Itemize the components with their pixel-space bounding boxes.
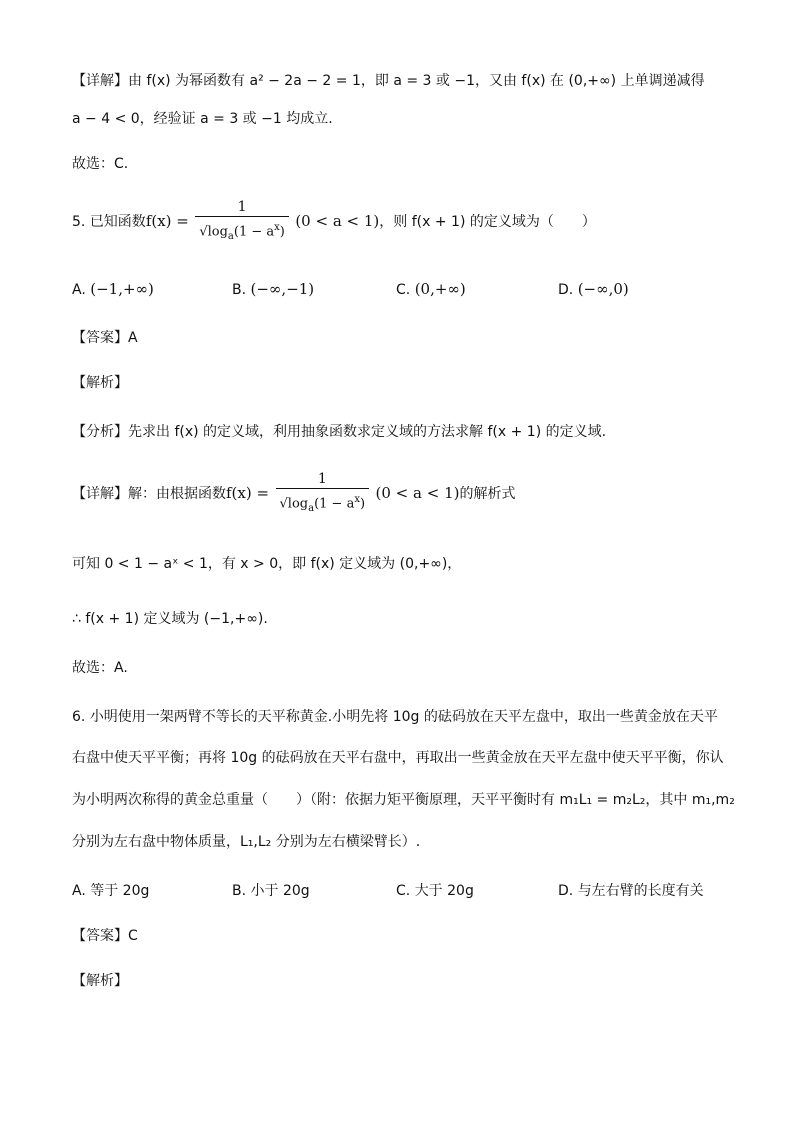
- q4-answer: 故选：C.: [72, 156, 129, 172]
- stem-text-post: ，则 f(x + 1) 的定义域为（ ）: [379, 214, 596, 230]
- detail-text-post: 的解析式: [459, 486, 516, 502]
- detail-text: 由 f(x) 为幂函数有 a² − 2a − 2 = 1，即 a = 3 或 −1，又由 f(x) 在 (0,+∞) 上单调递减得: [128, 73, 705, 89]
- option-text: 与左右臂的长度有关: [577, 883, 704, 899]
- option-text: 大于 20g: [414, 883, 474, 899]
- question-number: 6.: [72, 709, 86, 725]
- stem-text: 已知函数: [89, 214, 146, 230]
- q6-line3: 为小明两次称得的黄金总重量（ ）（附：依据力矩平衡原理，天平平衡时有 m₁L₁ = m₂L₂，其中 m₁,m₂: [72, 792, 735, 808]
- option-c: [396, 880, 474, 902]
- q5-stem: [72, 196, 596, 246]
- q5-analysis-tag: 【解析】: [72, 375, 128, 391]
- option-text: (−∞,0): [577, 280, 629, 298]
- option-text: (0,+∞): [414, 280, 466, 298]
- fraction-denominator: [276, 488, 370, 519]
- q5-answer: [72, 327, 138, 349]
- option-label: D.: [558, 282, 574, 298]
- log-close: ): [359, 495, 366, 511]
- detail-tag: 【详解】: [72, 486, 128, 502]
- option-b: [232, 278, 314, 301]
- answer-tag: 【答案】: [72, 928, 128, 944]
- option-label: B.: [232, 282, 247, 298]
- answer-value: A: [128, 330, 138, 346]
- detail-text: 解：由根据函数: [128, 486, 226, 502]
- log-base: a: [227, 230, 234, 242]
- option-text: 小于 20g: [250, 883, 310, 899]
- q6-line2: 右盘中使天平平衡；再将 10g 的砝码放在天平右盘中，再取出一些黄金放在天平左盘中使天平平衡，你认: [72, 750, 724, 766]
- fraction: [276, 470, 370, 519]
- log-base: a: [308, 502, 315, 514]
- fraction: [195, 198, 289, 247]
- option-c: [396, 278, 466, 301]
- option-d: [558, 880, 704, 902]
- q5-final: 故选：A.: [72, 660, 128, 676]
- fraction-numerator: 1: [237, 198, 247, 215]
- q5-detail: [72, 468, 515, 518]
- question-number: 5.: [72, 214, 86, 230]
- option-label: D.: [558, 883, 574, 899]
- q6-answer: [72, 925, 138, 947]
- exponent: x: [274, 221, 280, 233]
- condition: (0 < a < 1): [295, 212, 380, 230]
- option-label: A.: [72, 282, 86, 298]
- option-label: B.: [232, 883, 247, 899]
- log-arg: (1 − a: [233, 223, 275, 239]
- condition: (0 < a < 1): [375, 484, 460, 502]
- option-label: C.: [396, 282, 411, 298]
- option-text: 等于 20g: [90, 883, 150, 899]
- option-text: (−∞,−1): [250, 280, 315, 298]
- q6-analysis-tag: 【解析】: [72, 973, 128, 989]
- option-label: C.: [396, 883, 411, 899]
- answer-value: C: [128, 928, 138, 944]
- stem-text: 小明使用一架两臂不等长的天平称黄金.小明先将 10g 的砝码放在天平左盘中，取出一些黄金放在天平: [89, 709, 718, 725]
- function-lhs: f(x) =: [226, 484, 270, 502]
- sqrt-log: √log: [279, 495, 309, 511]
- log-close: ): [279, 223, 285, 239]
- option-a: [72, 880, 149, 902]
- fenxi-text: 先求出 f(x) 的定义域，利用抽象函数求定义域的方法求解 f(x + 1) 的定义域.: [128, 424, 607, 440]
- q4-detail-line2: a − 4 < 0，经验证 a = 3 或 −1 均成立.: [72, 111, 333, 127]
- log-arg: (1 − a: [314, 495, 355, 511]
- option-label: A.: [72, 883, 86, 899]
- option-a: [72, 278, 154, 301]
- q4-detail-line1: [72, 70, 705, 92]
- option-d: [558, 278, 629, 301]
- fraction-numerator: 1: [317, 470, 327, 487]
- sqrt-log: √log: [199, 223, 228, 239]
- answer-tag: 【答案】: [72, 330, 128, 346]
- q6-line4: 分别为左右盘中物体质量，L₁,L₂ 分别为左右横梁臂长）.: [72, 834, 421, 850]
- q6-line1: [72, 706, 718, 728]
- detail-tag: 【详解】: [72, 73, 128, 89]
- function-lhs: f(x) =: [145, 212, 189, 230]
- option-text: (−1,+∞): [90, 280, 154, 298]
- option-b: [232, 880, 310, 902]
- q5-step2: ∴ f(x + 1) 定义域为 (−1,+∞).: [72, 611, 268, 627]
- exponent: x: [354, 493, 360, 505]
- q5-fenxi: [72, 421, 606, 443]
- fenxi-tag: 【分析】: [72, 424, 128, 440]
- q5-step1: 可知 0 < 1 − aˣ < 1，有 x > 0，即 f(x) 定义域为 (0,+∞)，: [72, 556, 462, 572]
- fraction-denominator: [195, 216, 289, 247]
